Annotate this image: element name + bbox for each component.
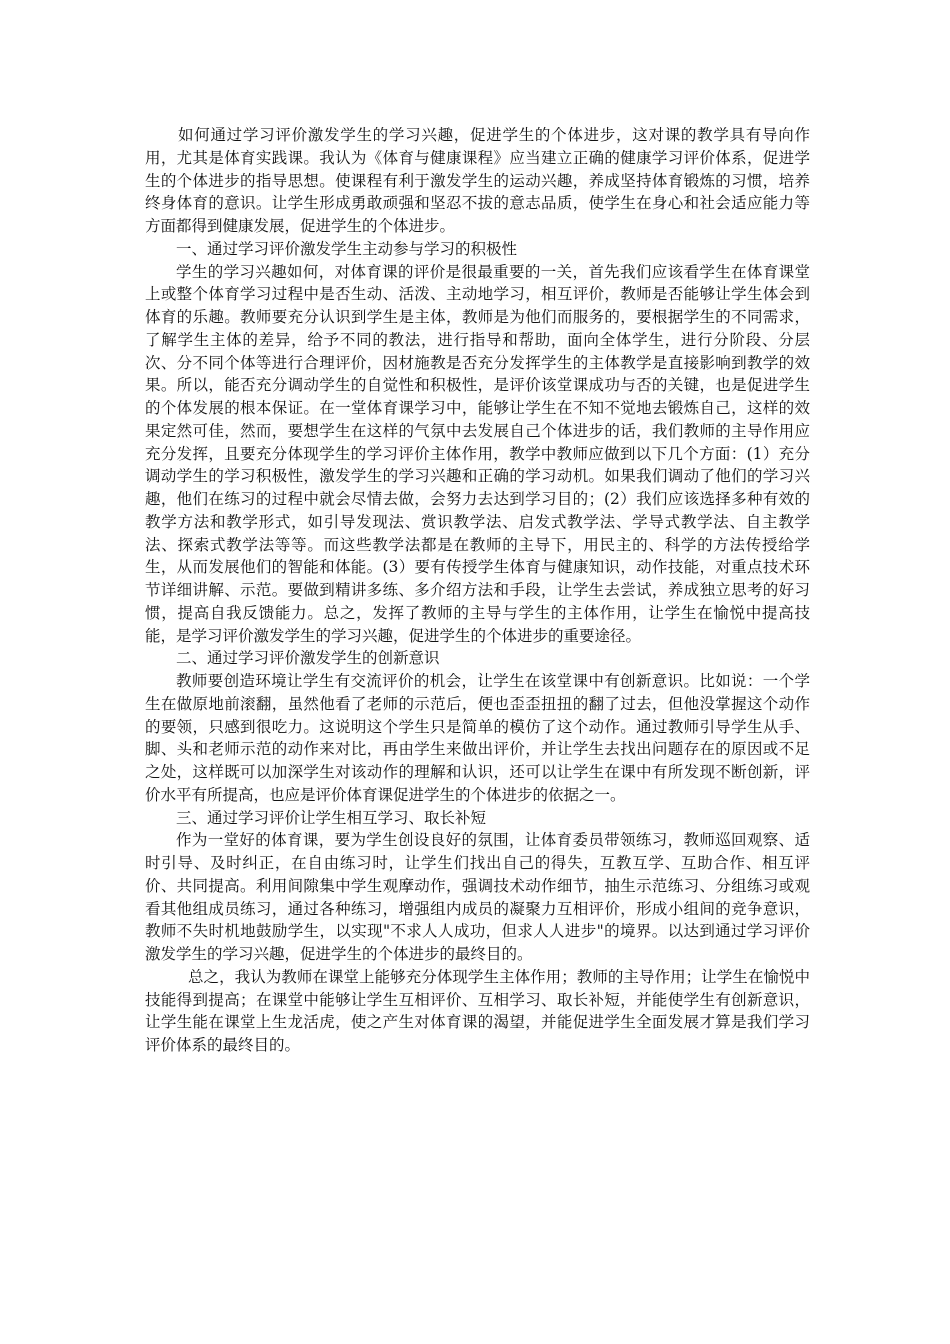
document-page: [145, 124, 810, 1057]
intro-paragraph: 如何通过学习评价激发学生的学习兴趣，促进学生的个体进步，这对课的教学具有导向作用，尤其是体育实践课。我认为《体育与健康课程》应当建立正确的健康学习评价体系，促进学生的个体进步的指导思想。使课程有利于激发学生的运动兴趣，养成坚持体育锻炼的习惯，培养终身体育的意识。让学生形成勇敢顽强和坚忍不拔的意志品质，使学生在身心和社会适应能力等方面都得到健康发展，促进学生的个体进步。: [145, 126, 810, 235]
section-3-heading: 三、通过学习评价让学生相互学习、取长补短: [176, 808, 487, 827]
conclusion-paragraph: 总之，我认为教师在课堂上能够充分体现学生主体作用；教师的主导作用；让学生在愉悦中技能得到提高；在课堂中能够让学生互相评价、互相学习、取长补短，并能使学生有创新意识，让学生能在课堂上生龙活虎，使之产生对体育课的渴望，并能促进学生全面发展才算是我们学习评价体系的最终目的。: [145, 967, 810, 1054]
section-3-body: 作为一堂好的体育课，要为学生创设良好的氛围，让体育委员带领练习，教师巡回观察、适时引导、及时纠正，在自由练习时，让学生们找出自己的得失，互教互学、互助合作、相互评价、共同提高。利用间隙集中学生观摩动作，强调技术动作细节，抽生示范练习、分组练习或观看其他组成员练习，通过各种练习，增强组内成员的凝聚力互相评价，形成小组间的竞争意识，教师不失时机地鼓励学生，以实现"不求人人成功，但求人人进步"的境界。以达到通过学习评价激发学生的学习兴趣，促进学生的个体进步的最终目的。: [145, 831, 810, 963]
section-2-body: 教师要创造环境让学生有交流评价的机会，让学生在该堂课中有创新意识。比如说：一个学生在做原地前滚翻，虽然他看了老师的示范后，便也歪歪扭扭的翻了过去，但他没掌握这个动作的要领，只感到很吃力。这说明这个学生只是简单的模仿了这个动作。通过教师引导学生从手、脚、头和老师示范的动作来对比，再由学生来做出评价，并让学生去找出问题存在的原因或不足之处，这样既可以加深学生对该动作的理解和认识，还可以让学生在课中有所发现不断创新，评价水平有所提高，也应是评价体育课促进学生的个体进步的依据之一。: [145, 672, 810, 804]
section-1-heading: 一、通过学习评价激发学生主动参与学习的积极性: [176, 239, 518, 258]
section-1-body: 学生的学习兴趣如何，对体育课的评价是很最重要的一关，首先我们应该看学生在体育课堂上或整个体育学习过程中是否生动、活泼、主动地学习，相互评价，教师是否能够让学生体会到体育的乐趣。教师要充分认识到学生是主体，教师是为他们而服务的，要根据学生的不同需求，了解学生主体的差异，给予不同的教法，进行指导和帮助，面向全体学生，进行分阶段、分层次、分不同个体等进行合理评价，因材施教是否充分发挥学生的主体教学是直接影响到教学的效果。所以，能否充分调动学生的自觉性和积极性，是评价该堂课成功与否的关键，也是促进学生的个体发展的根本保证。在一堂体育课学习中，能够让学生在不知不觉地去锻炼自己，这样的效果定然可佳，然而，要想学生在这样的气氛中去发展自己个体进步的话，我们教师的主导作用应充分发挥，且要充分体现学生的学习评价主体作用，教学中教师应做到以下几个方面：(1）充分调动学生的学习积极性，激发学生的学习兴趣和正确的学习动机。如果我们调动了他们的学习兴趣，他们在练习的过程中就会尽情去做，会努力去达到学习目的；(2）我们应该选择多种有效的教学方法和教学形式，如引导发现法、赏识教学法、启发式教学法、学导式教学法、自主教学法、探索式教学法等等。而这些教学法都是在教师的主导下，用民主的、科学的方法传授给学生，从而发展他们的智能和体能。(3）要有传授学生体育与健康知识，动作技能，对重点技术环节详细讲解、示范。要做到精讲多练、多介绍方法和手段，让学生去尝试，养成独立思考的好习惯，提高自我反馈能力。总之，发挥了教师的主导与学生的主体作用，让学生在愉悦中提高技能，是学习评价激发学生的学习兴趣，促进学生的个体进步的重要途径。: [145, 262, 810, 645]
section-2-heading: 二、通过学习评价激发学生的创新意识: [176, 649, 440, 668]
